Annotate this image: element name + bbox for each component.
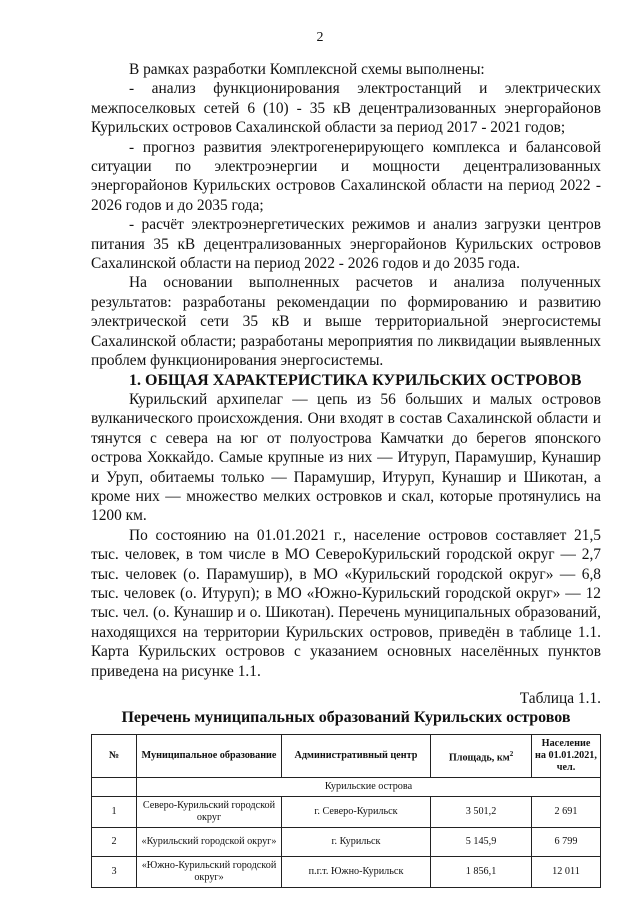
table-group-row <box>92 777 601 796</box>
table-label: Таблица 1.1. <box>519 690 601 707</box>
cell-area: 1 856,1 <box>431 856 532 887</box>
population-paragraph: По состоянию на 01.01.2021 г., население островов составляет 21,5 тыс. человек, в том числе в МО СевероКурильский городской округ — 2,7 тыс. человек (о. Парамушир), в МО «Курильский городской округ» — 6,8 тыс. человек (о. Итуруп); в МО «Южно-Курильский городской округ» — 12 тыс. чел. (о. Кунашир и о. Шикотан). Перечень муниципальных образований, находящихся на территории Курильских островов, приведён в таблице 1.1. Карта Курильских островов с указанием основных населённых пунктов приведена на рисунке 1.1. <box>91 526 601 680</box>
bullet-item: - прогноз развития электрогенерирующего комплекса и балансовой ситуации по электроэнергии и мощности децентрализованных энергорайонов Курильских островов Сахалинской области на период 2022 - 2026 годов и до 2035 года; <box>91 138 601 214</box>
header-population: Население на 01.01.2021, чел. <box>532 734 601 777</box>
cell-name: «Южно-Курильский городской округ» <box>137 856 282 887</box>
table-header-row <box>92 734 601 777</box>
document-body <box>91 60 601 888</box>
header-area <box>431 734 532 777</box>
cell-population: 2 691 <box>532 796 601 827</box>
cell-num: 3 <box>92 856 137 887</box>
section-heading: 1. ОБЩАЯ ХАРАКТЕРИСТИКА КУРИЛЬСКИХ ОСТРОВОВ <box>129 371 582 389</box>
header-area-sup: 2 <box>509 749 514 758</box>
cell-area: 5 145,9 <box>431 827 532 856</box>
page-number: 2 <box>316 30 324 45</box>
header-center: Административный центр <box>282 734 431 777</box>
cell-center: г. Курильск <box>282 827 431 856</box>
table-row <box>92 796 601 827</box>
cell-population: 6 799 <box>532 827 601 856</box>
table-title: Перечень муниципальных образований Курильских островов <box>121 709 571 727</box>
cell-name: «Курильский городской округ» <box>137 827 282 856</box>
bullet-item: - анализ функционирования электростанций и электрических межпоселковых сетей 6 (10) - 35 кВ децентрализованных энергорайонов Курильских островов Сахалинской области за период 2017 - 2021 годов; <box>91 80 601 137</box>
municipalities-table <box>91 734 601 888</box>
group-label: Курильские острова <box>137 777 601 796</box>
table-row <box>92 827 601 856</box>
cell-num: 2 <box>92 827 137 856</box>
header-num: № <box>92 734 137 777</box>
table-row <box>92 856 601 887</box>
cell-name: Северо-Курильский городской округ <box>137 796 282 827</box>
bullet-item: - расчёт электроэнергетических режимов и анализ загрузки центров питания 35 кВ децентрализованных энергорайонов Курильских островов Сахалинской области на период 2022 - 2026 годов и до 2035 года. <box>91 216 601 273</box>
cell-center: п.г.т. Южно-Курильск <box>282 856 431 887</box>
header-area-text: Площадь, км <box>448 752 510 763</box>
cell-population: 12 011 <box>532 856 601 887</box>
results-paragraph: На основании выполненных расчетов и анализа полученных результатов: разработаны рекомендации по формированию и развитию электрической сети 35 кВ и выше территориальной энергосистемы Сахалинской области; разработаны мероприятия по ликвидации выявленных проблем функционирования энергосистемы. <box>91 274 601 370</box>
archipelago-paragraph: Курильский архипелаг — цепь из 56 больших и малых островов вулканического происхождения. Они входят в состав Сахалинской области и тянутся с севера на юг от полуострова Камчатки до берегов японского острова Хоккайдо. Самые крупные из них — Итуруп, Парамушир, Кунашир и Уруп, обитаемы только — Парамушир, Итуруп, Кунашир и Шикотан, а кроме них — множество мелких островков и скал, которые протянулись на 1200 км. <box>91 390 601 525</box>
cell-num: 1 <box>92 796 137 827</box>
group-cell-empty <box>92 777 137 796</box>
intro-paragraph: В рамках разработки Комплексной схемы выполнены: <box>129 61 485 78</box>
header-name: Муниципальное образование <box>137 734 282 777</box>
cell-center: г. Северо-Курильск <box>282 796 431 827</box>
cell-area: 3 501,2 <box>431 796 532 827</box>
